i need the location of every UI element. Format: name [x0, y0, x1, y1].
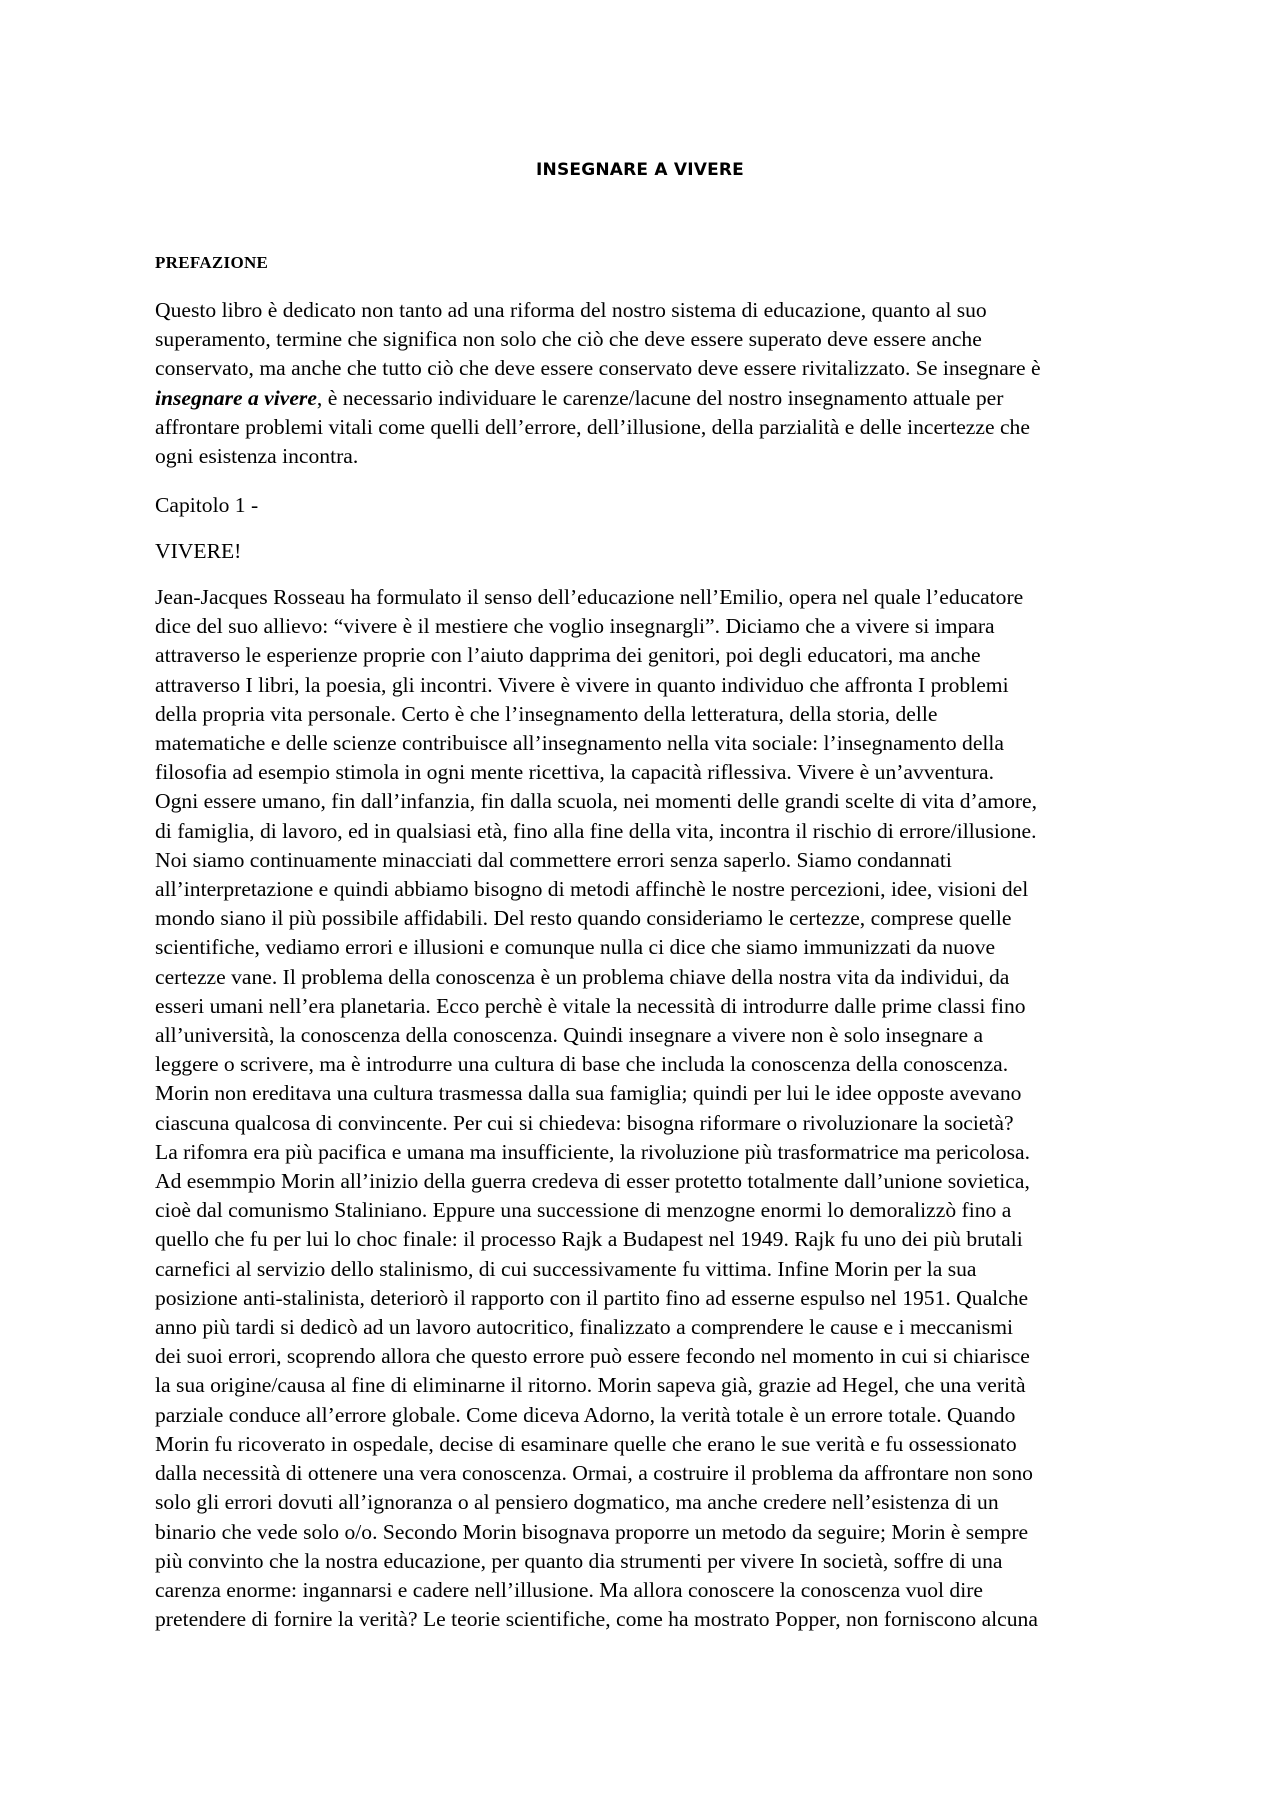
paragraph-line: attraverso le esperienze proprie con l’aiuto dapprima dei genitori, poi degli educatori, ma anche [155, 643, 981, 668]
paragraph-line: quello che fu per lui lo choc finale: il processo Rajk a Budapest nel 1949. Rajk fu uno dei più brutali [155, 1227, 1023, 1252]
paragraph-line: carnefici al servizio dello stalinismo, di cui successivamente fu vittima. Infine Morin per la sua [155, 1256, 977, 1281]
paragraph-line: conservato, ma anche che tutto ciò che deve essere conservato deve essere rivitalizzato. Se insegnare è [155, 356, 1041, 381]
paragraph-line: ciascuna qualcosa di convincente. Per cui si chiedeva: bisogna riformare o rivoluzionare la società? [155, 1110, 1014, 1135]
paragraph-line: La rifomra era più pacifica e umana ma insufficiente, la rivoluzione più trasformatrice ma pericolosa. [155, 1139, 1030, 1164]
paragraph-line: Questo libro è dedicato non tanto ad una riforma del nostro sistema di educazione, quanto al suo [155, 298, 987, 322]
paragraph-line: matematiche e delle scienze contribuisce all’insegnamento nella vita sociale: l’insegnamento della [155, 731, 1005, 756]
section-heading-prefazione: PREFAZIONE [155, 253, 269, 272]
paragraph-line: filosofia ad esempio stimola in ogni mente ricettiva, la capacità riflessiva. Vivere è un’avventura. [155, 760, 994, 785]
paragraph-line: attraverso I libri, la poesia, gli incontri. Vivere è vivere in quanto individuo che affronta I problemi [155, 672, 1009, 697]
paragraph-line: esseri umani nell’era planetaria. Ecco perchè è vitale la necessità di introdurre dalle prime classi fino [155, 993, 1026, 1018]
paragraph-line: Ogni essere umano, fin dall’infanzia, fin dalla scuola, nei momenti delle grandi scelte di vita d’amore, [155, 789, 1038, 814]
document-title: INSEGNARE A VIVERE [536, 160, 744, 180]
paragraph-text: , è necessario individuare le carenze/lacune del nostro insegnamento attuale per [316, 385, 1004, 410]
paragraph-line: leggere o scrivere, ma è introdurre una cultura di base che includa la conoscenza della conoscenza. [155, 1052, 1009, 1077]
chapter-title: VIVERE! [155, 539, 242, 563]
paragraph-line: carenza enorme: ingannarsi e cadere nell’illusione. Ma allora conoscere la conoscenza vuol dire [155, 1577, 983, 1602]
paragraph-line: pretendere di fornire la verità? Le teorie scientifiche, come ha mostrato Popper, non forniscono alcuna [155, 1607, 1038, 1632]
paragraph-line: superamento, termine che significa non solo che ciò che deve essere superato deve essere anche [155, 327, 982, 352]
main-paragraph [155, 583, 1135, 1634]
paragraph-line: mondo siano il più possibile affidabili. Del resto quando consideriamo le certezze, comprese quelle [155, 906, 1012, 931]
paragraph-line: dice del suo allievo: “vivere è il mestiere che voglio insegnargli”. Diciamo che a vivere si impara [155, 614, 995, 639]
paragraph-line: certezze vane. Il problema della conoscenza è un problema chiave della nostra vita da individui, da [155, 964, 1010, 989]
paragraph-line: cioè dal comunismo Staliniano. Eppure una successione di menzogne enormi lo demoralizzò fino a [155, 1198, 1012, 1223]
paragraph-line: Noi siamo continuamente minacciati dal commettere errori senza saperlo. Siamo condannati [155, 847, 952, 872]
paragraph-line: più convinto che la nostra educazione, per quanto dia strumenti per vivere In società, soffre di una [155, 1548, 1003, 1573]
paragraph-line: Morin non ereditava una cultura trasmessa dalla sua famiglia; quindi per lui le idee opposte avevano [155, 1081, 1022, 1106]
paragraph-line: Jean-Jacques Rosseau ha formulato il senso dell’educazione nell’Emilio, opera nel quale l’educatore [155, 585, 1024, 609]
paragraph-line: all’interpretazione e quindi abbiamo bisogno di metodi affinchè le nostre percezioni, idee, visioni del [155, 877, 1029, 902]
paragraph-line: Ad esemmpio Morin all’inizio della guerra credeva di esser protetto totalmente dall’unione sovietica, [155, 1169, 1030, 1194]
emphasis-text: insegnare a vivere [155, 385, 317, 410]
paragraph-line: solo gli errori dovuti all’ignoranza o al pensiero dogmatico, ma anche credere nell’esistenza di un [155, 1490, 999, 1515]
paragraph-line: la sua origine/causa al fine di eliminarne il ritorno. Morin sapeva già, grazie ad Hegel, che una verità [155, 1373, 1026, 1398]
chapter-label: Capitolo 1 - [155, 493, 259, 517]
preface-paragraph [155, 296, 1135, 471]
paragraph-line: all’università, la conoscenza della conoscenza. Quindi insegnare a vivere non è solo insegnare a [155, 1023, 984, 1048]
paragraph-line: dalla necessità di ottenere una vera conoscenza. Ormai, a costruire il problema da affrontare non sono [155, 1461, 1033, 1486]
paragraph-line: ogni esistenza incontra. [155, 444, 359, 469]
paragraph-line: della propria vita personale. Certo è che l’insegnamento della letteratura, della storia, delle [155, 701, 938, 726]
paragraph-line [155, 384, 1135, 413]
paragraph-line: affrontare problemi vitali come quelli dell’errore, dell’illusione, della parzialità e delle incertezze che [155, 414, 1030, 439]
paragraph-line: di famiglia, di lavoro, ed in qualsiasi età, fino alla fine della vita, incontra il rischio di errore/illusione. [155, 818, 1037, 843]
paragraph-line: dei suoi errori, scoprendo allora che questo errore può essere fecondo nel momento in cui si chiarisce [155, 1344, 1030, 1369]
paragraph-line: binario che vede solo o/o. Secondo Morin bisognava proporre un metodo da seguire; Morin è sempre [155, 1519, 1029, 1544]
paragraph-line: scientifiche, vediamo errori e illusioni e comunque nulla ci dice che siamo immunizzati da nuove [155, 935, 996, 960]
paragraph-line: parziale conduce all’errore globale. Come diceva Adorno, la verità totale è un errore totale. Quando [155, 1402, 1016, 1427]
paragraph-line: posizione anti-stalinista, deteriorò il rapporto con il partito fino ad esserne espulso nel 1951. Qualche [155, 1285, 1029, 1310]
paragraph-line: Morin fu ricoverato in ospedale, decise di esaminare quelle che erano le sue verità e fu ossessionato [155, 1431, 1017, 1456]
paragraph-line: anno più tardi si dedicò ad un lavoro autocritico, finalizzato a comprendere le cause e i meccanismi [155, 1315, 1014, 1340]
